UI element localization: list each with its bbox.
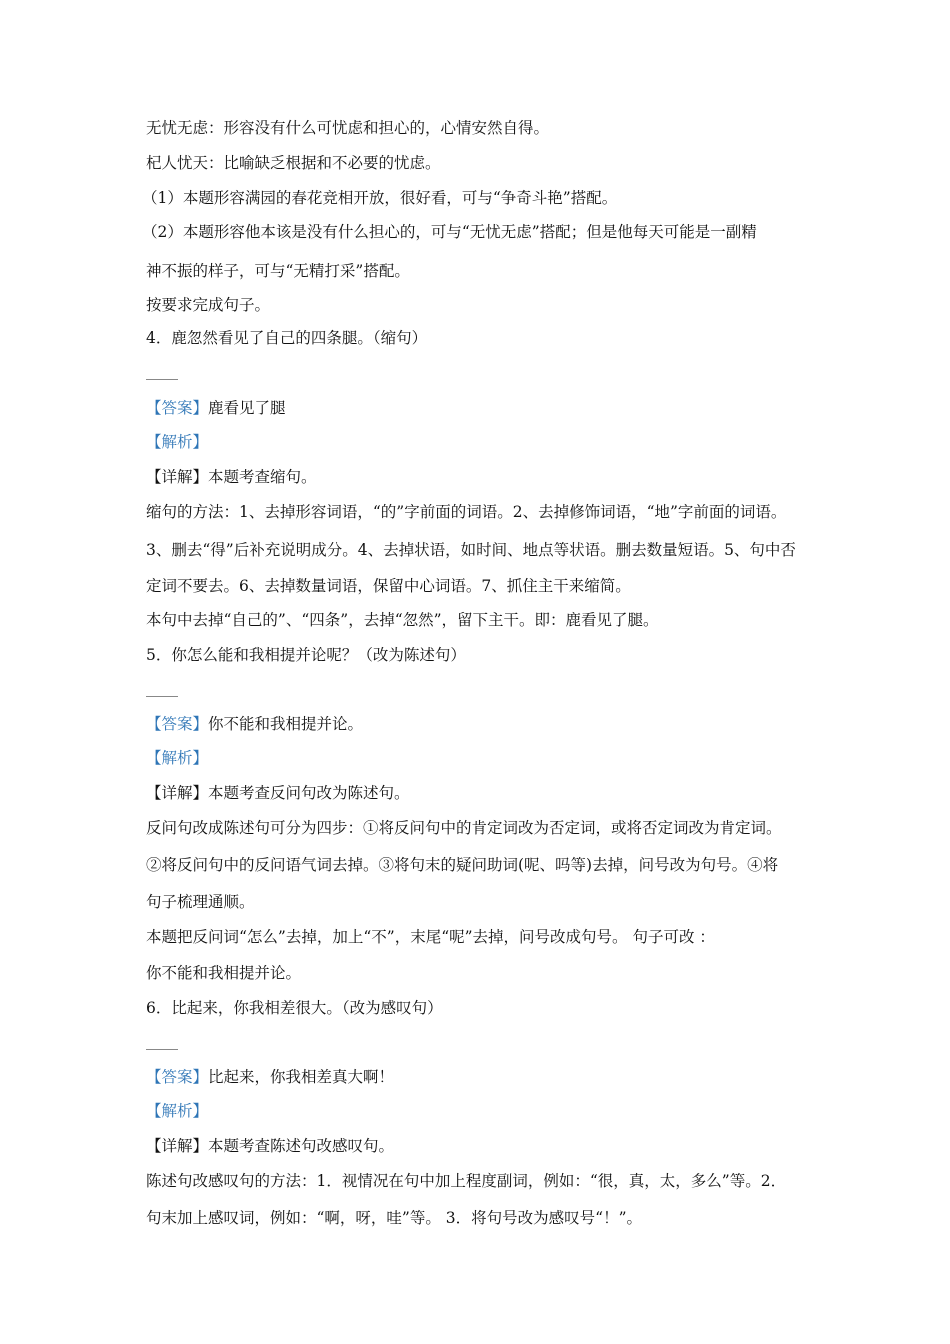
question-6: 6．比起来，你我相差很大。（改为感叹句） [146,999,443,1017]
question-4: 4．鹿忽然看见了自己的四条腿。（缩句） [146,329,428,347]
method-6-line-1: 陈述句改感叹句的方法：1．视情况在句中加上程度副词，例如：“很，真，太，多么”等。2． [146,1172,787,1190]
intro-line-2: 杞人忧天：比喻缺乏根据和不必要的忧虑。 [146,154,441,172]
intro-line-4: （2）本题形容他本该是没有什么担心的，可与“无忧无虑”搭配；但是他每天可能是一副精 [142,223,757,241]
intro-line-1: 无忧无虑：形容没有什么可忧虑和担心的，心情安然自得。 [146,119,550,137]
method-5-line-1: 反问句改成陈述句可分为四步：①将反问句中的肯定词改为否定词，或将否定词改为肯定词。 [146,819,782,837]
answer-6 [146,1067,394,1087]
detail-6: 【详解】本题考查陈述句改感叹句。 [146,1137,395,1155]
conclusion-5-line-2: 你不能和我相提并论。 [146,964,302,982]
analysis-tag-6: 【解析】 [146,1102,209,1120]
answer-4 [146,398,286,418]
method-4-line-1: 缩句的方法：1、去掉形容词语，“的”字前面的词语。2、去掉修饰词语，“地”字前面的词语。 [146,503,787,521]
answer-5 [146,714,363,734]
answer-tag: 【答案】 [146,715,209,733]
analysis-tag-4: 【解析】 [146,433,209,451]
intro-line-3: （1）本题形容满园的春花竞相开放，很好看，可与“争奇斗艳”搭配。 [142,189,618,207]
conclusion-4: 本句中去掉“自己的”、“四条”，去掉“忽然”，留下主干。即：鹿看见了腿。 [146,611,659,629]
answer-tag: 【答案】 [146,1068,209,1086]
method-5-line-2: ②将反问句中的反问语气词去掉。③将句末的疑问助词(呢、吗等)去掉，问号改为句号。④将 [146,856,779,874]
detail-5: 【详解】本题考查反问句改为陈述句。 [146,784,410,802]
answer-text: 鹿看见了腿 [208,399,286,417]
method-4-line-3: 定词不要去。6、去掉数量词语，保留中心词语。7、抓住主干来缩简。 [146,577,631,595]
answer-text: 比起来，你我相差真大啊！ [208,1068,395,1086]
intro-line-5: 神不振的样子，可与“无精打采”搭配。 [146,262,410,280]
answer-blank-6 [146,1049,178,1050]
answer-blank-5 [146,696,178,697]
method-4-line-2: 3、删去“得”后补充说明成分。4、去掉状语，如时间、地点等状语。删去数量短语。5、句中否 [146,541,796,559]
question-5: 5．你怎么能和我相提并论呢？（改为陈述句） [146,646,466,664]
answer-text: 你不能和我相提并论。 [208,715,364,733]
conclusion-5-line-1: 本题把反问词“怎么”去掉，加上“不”，末尾“呢”去掉，问号改成句号。 句子可改 ： [146,928,715,946]
detail-4: 【详解】本题考查缩句。 [146,468,317,486]
intro-line-6: 按要求完成句子。 [146,296,271,314]
answer-tag: 【答案】 [146,399,209,417]
method-5-line-3: 句子梳理通顺。 [146,893,255,911]
answer-blank-4 [146,379,178,380]
method-6-line-2: 句末加上感叹词，例如：“啊，呀，哇”等。 3．将句号改为感叹号“！”。 [146,1209,642,1227]
analysis-tag-5: 【解析】 [146,749,209,767]
